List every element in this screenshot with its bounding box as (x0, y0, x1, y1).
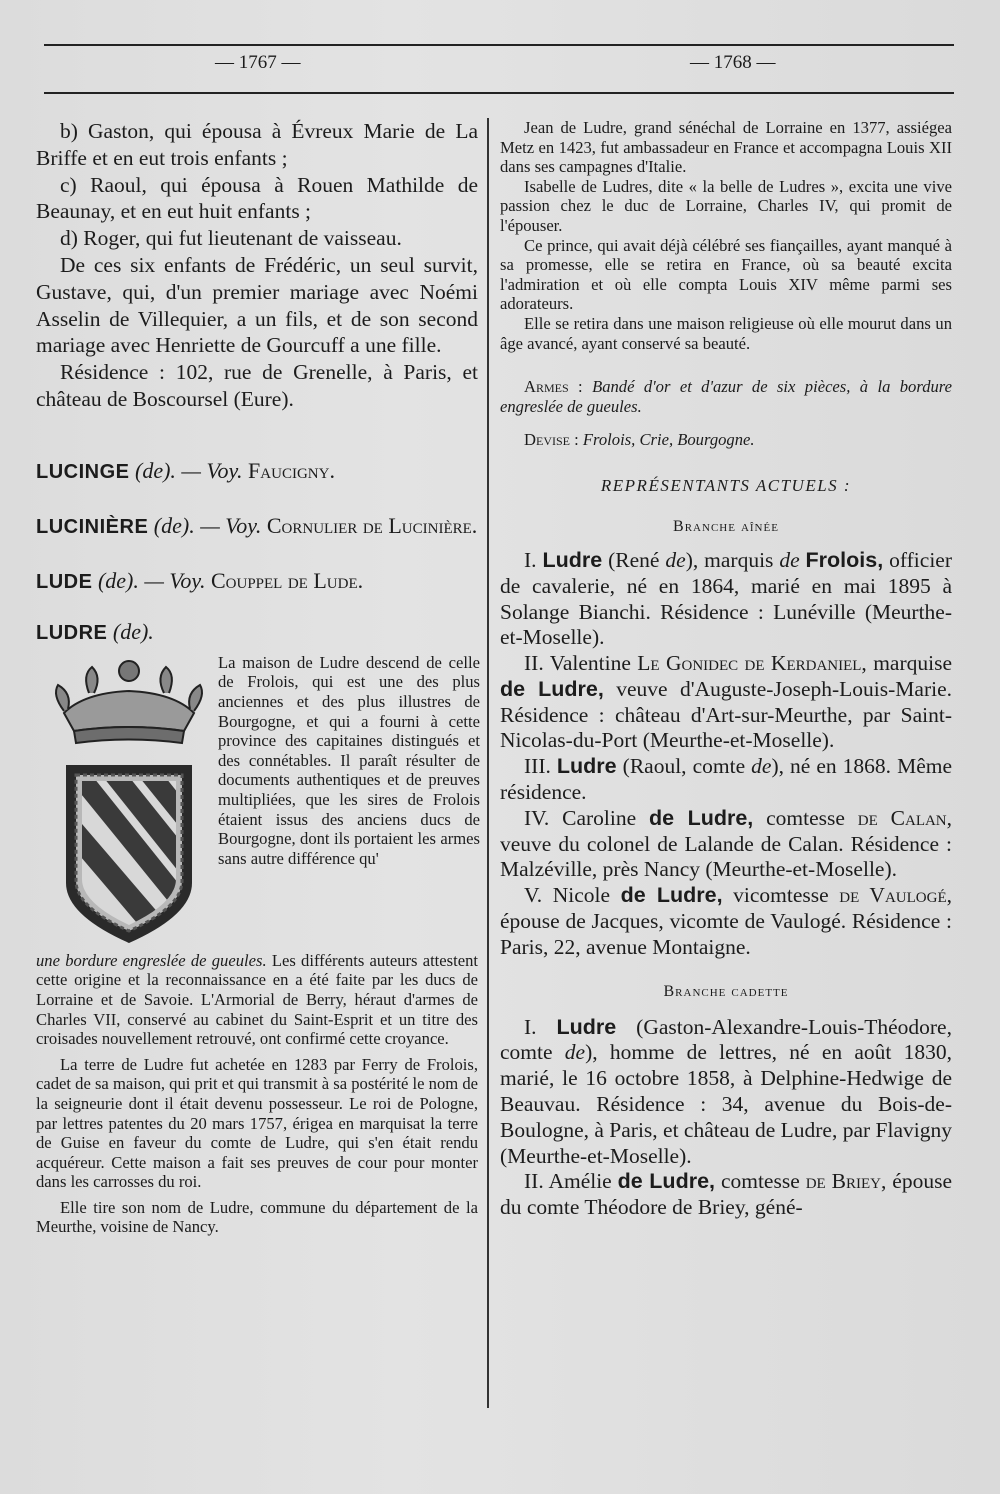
married-name: de Briey, (805, 1169, 887, 1194)
title-name: Frolois, (805, 547, 884, 572)
ludre-description-continued (36, 951, 478, 1237)
branche-cadette-title: Branche cadette (663, 982, 789, 1000)
right-column (500, 118, 952, 1221)
ainee-entry-5 (500, 883, 952, 960)
surname: Ludre (556, 754, 617, 779)
cadette-entry-1 (500, 1015, 952, 1170)
surname: de Ludre, (617, 1169, 715, 1194)
text: vicomtesse (722, 883, 840, 908)
devise-text: Frolois, Crie, Bourgogne. (582, 430, 755, 450)
ainee-entry-4 (500, 806, 952, 883)
text: (Gaston-Alexandre-Louis-Théodore, comte (500, 1014, 952, 1065)
text: ), né en 1868. Même résidence. (500, 754, 952, 805)
text: V. Nicole (524, 883, 621, 908)
armes-line (500, 377, 952, 416)
particle: de (751, 754, 772, 779)
devise-label: Devise : (524, 430, 579, 450)
text: (Raoul, comte (616, 754, 752, 779)
text: veuve du colonel de Lalande de Calan. Résidence : Malzéville, près Nancy (Meurthe-et-Moselle). (500, 831, 952, 882)
text: marquise (866, 651, 953, 676)
roman-numeral: I. (524, 547, 537, 572)
entry-name: LUDE (36, 570, 93, 593)
particle: de (564, 1040, 586, 1065)
devise-line (500, 430, 952, 450)
coat-of-arms-icon (44, 653, 214, 949)
ainee-entry-1 (500, 548, 952, 651)
surname: de Ludre, (620, 883, 723, 908)
text: ), marquis (685, 547, 780, 572)
text: II. Amélie (524, 1169, 618, 1194)
surname: Ludre (556, 1014, 617, 1039)
paragraph-retraite: Elle se retira dans une maison religieuse où elle mourut dans un âge avancé, ayant conservé sa beauté. (500, 313, 952, 353)
header-rule (44, 92, 954, 94)
particle: de (779, 547, 800, 572)
particle: de (665, 547, 686, 572)
maiden-name: Le Gonidec de Kerdaniel, (637, 651, 867, 676)
left-column (36, 118, 478, 1237)
paragraph-enfants: De ces six enfants de Frédéric, un seul survit, Gustave, qui, d'un premier mariage avec Noémi Asselin de Villequier, a un fils, et de son second mariage avec Henriette de Gourcuff a une fille. (36, 252, 478, 358)
surname: Ludre (542, 547, 603, 572)
entry-voy: — Voy. (200, 512, 262, 538)
paragraph-terre-ludre: La terre de Ludre fut achetée en 1283 par Ferry de Frolois, cadet de sa maison, qui prit et qui transmit à sa postérité le nom de la seigneurie dont il était devenu possesseur. Le roi de Pologne, par lettres patentes du 20 mars 1757, érigea en marquisat la terre de Guise en faveur du comte de Ludre, qui s'en était rendu acquéreur. Cette maison a fait ses preuves de cour pour monter dans les carrosses du roi. (36, 1054, 478, 1192)
paragraph-raoul: c) Raoul, qui épousa à Rouen Mathilde de Beaunay, et en eut huit enfants ; (36, 172, 478, 224)
column-divider (487, 118, 489, 1408)
armes-blazon: Bandé d'or et d'azur de six pièces, à la bordure engreslée de gueules. (500, 377, 952, 416)
ludre-origin: Les différents auteurs attestent cette origine et la reconnaissance en a été faite par les ducs de Lorraine et de Savoie. L'Armorial de Berry, héraut d'armes de Charles VII, conservé au cabinet du Saint-Esprit et un titre des croisades nouvellement retrouvé, ont confirmé cette croyance. (36, 950, 478, 1049)
paragraph-commune: Elle tire son nom de Ludre, commune du département de la Meurthe, voisine de Nancy. (36, 1197, 478, 1237)
entry-reference: Couppel de Lude. (211, 567, 364, 593)
entry-name: LUCINGE (36, 460, 130, 483)
entry-particle: (de). (97, 567, 139, 593)
representants-title: REPRÉSENTANTS ACTUELS : (600, 475, 852, 495)
entry-luciniere (36, 512, 478, 541)
armes-label: Armes : (524, 377, 583, 397)
entry-voy: — Voy. (181, 457, 243, 483)
ludre-arms-block (36, 653, 478, 949)
entry-name: LUCINIÈRE (36, 515, 149, 538)
ludre-bordure: une bordure engreslée de gueules. (36, 950, 267, 970)
text: ), homme de lettres, né en août 1830, marié, le 16 octobre 1858, à Delphine-Hedwige de Beauvau. Résidence : 34, avenue du Bois-de-Boulogne, à Paris, et château de Ludre, par Flavigny (Meurthe-et-Moselle). (500, 1040, 952, 1168)
entry-voy: — Voy. (144, 567, 206, 593)
text: épouse de Jacques, vicomte de Vaulogé. Résidence : Paris, 22, avenue Montaigne. (500, 909, 952, 959)
surname: de Ludre, (649, 805, 754, 830)
text: officier de cavalerie, né en 1864, marié en mai 1895 à Solange Bianchi. Résidence : Lunéville (Meurthe-et-Moselle). (500, 547, 952, 650)
branche-ainee-title: Branche aînée (673, 517, 779, 535)
paragraph-prince: Ce prince, qui avait déjà célébré ses fiançailles, ayant manqué à sa promesse, elle se retira en France, où sa beauté excita l'admiration et où elle compta Louis XIV même parmi ses adorateurs. (500, 235, 952, 314)
entry-particle: (de). (153, 512, 195, 538)
entry-name: LUDRE (36, 621, 108, 644)
text: comtesse (715, 1169, 806, 1194)
text: III. (524, 754, 557, 779)
married-name: de Vaulogé, (839, 883, 952, 908)
entry-particle: (de). (135, 457, 176, 483)
entry-particle: (de). (112, 618, 154, 644)
text: IV. Caroline (524, 805, 650, 830)
text: comtesse (753, 805, 858, 830)
paragraph-isabelle: Isabelle de Ludres, dite « la belle de Ludres », excita une vive passion chez le duc de Lorraine, Charles IV, qui promit de l'épouser. (500, 176, 952, 235)
entry-reference: Cornulier de Lucinière. (266, 512, 478, 538)
text: (René (602, 547, 666, 572)
ludre-description: La maison de Ludre descend de celle de Frolois, qui est une des plus anciennes et des plus illustres de Bourgogne, et qui a fourni à cette province des capitaines distingués et des connétables. Il paraît résulter de documents authentiques et de preuves multipliées, que les sires de Frolois étaient issus des anciens ducs de Bourgogne, dont ils portaient les armes sans autre différence qu' (218, 652, 480, 868)
entry-reference: Faucigny. (248, 457, 335, 483)
entry-lude (36, 567, 478, 596)
ainee-entry-3 (500, 754, 952, 806)
top-rule (44, 44, 954, 46)
cadette-entry-2 (500, 1169, 952, 1221)
married-name: de Calan, (857, 805, 953, 830)
page-number-right: — 1768 — (690, 52, 776, 73)
text: I. (524, 1014, 557, 1039)
paragraph-jean: Jean de Ludre, grand sénéchal de Lorraine en 1377, assiégea Metz en 1423, fut ambassadeur en France et accompagna Louis XII dans ses campagnes d'Italie. (500, 118, 952, 177)
ainee-entry-2 (500, 651, 952, 754)
text: épouse du comte Théodore de Briey, géné- (500, 1169, 953, 1220)
text: veuve d'Auguste-Joseph-Louis-Marie. Résidence : château d'Art-sur-Meurthe, par Saint-Nicolas-du-Port (Meurthe-et-Moselle). (500, 676, 953, 753)
entry-ludre (36, 618, 478, 647)
paragraph-residence: Résidence : 102, rue de Grenelle, à Paris, et château de Boscoursel (Eure). (36, 360, 478, 411)
text: II. Valentine (524, 651, 638, 676)
paragraph-roger: d) Roger, qui fut lieutenant de vaisseau. (60, 226, 402, 251)
entry-lucinge (36, 457, 478, 486)
paragraph-gaston: b) Gaston, qui épousa à Évreux Marie de La Briffe et en eut trois enfants ; (36, 119, 478, 170)
page-number-left: — 1767 — (215, 52, 301, 73)
surname: de Ludre, (500, 676, 604, 701)
